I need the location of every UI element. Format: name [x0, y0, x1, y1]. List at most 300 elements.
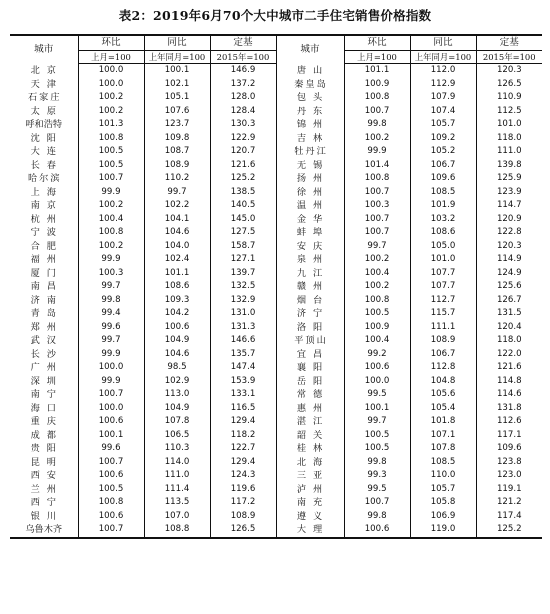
yoy-left-cell: 102.4: [144, 253, 210, 267]
yoy-right-cell: 108.9: [410, 334, 476, 348]
base-left-cell: 128.4: [210, 105, 276, 119]
city-right-cell: 锦州: [276, 118, 344, 132]
city-right-cell: 金华: [276, 213, 344, 227]
header-mom-left: 环比: [78, 35, 144, 51]
yoy-right-cell: 109.6: [410, 172, 476, 186]
city-left-cell: 海口: [10, 402, 78, 416]
city-right-cell: 扬州: [276, 172, 344, 186]
base-left-cell: 125.2: [210, 172, 276, 186]
city-right-cell: 三亚: [276, 469, 344, 483]
header-base-right: 定基: [476, 35, 542, 51]
base-right-cell: 121.2: [496, 497, 522, 508]
yoy-right-cell: 107.4: [410, 105, 476, 119]
yoy-right-cell: 104.8: [410, 375, 476, 389]
base-right-cell: 125.2: [476, 523, 542, 538]
yoy-left-cell: 104.2: [144, 307, 210, 321]
base-right-cell: 119.1: [496, 483, 522, 494]
mom-right-cell: 99.5: [344, 388, 410, 402]
base-right-cell: 120.3: [496, 240, 522, 251]
mom-right-cell: 100.2: [344, 280, 410, 294]
city-left-cell: 武汉: [10, 334, 78, 348]
yoy-right-cell: 111.1: [410, 321, 476, 335]
base-left-cell: 120.7: [210, 145, 276, 159]
base-left-cell: 146.9: [210, 64, 276, 78]
table-row: [10, 388, 542, 402]
mom-left-cell: 100.7: [78, 456, 144, 470]
mom-left-cell: 99.6: [78, 442, 144, 456]
base-left-cell: 116.5: [210, 402, 276, 416]
table-row: [10, 199, 542, 213]
yoy-right-cell: 101.9: [410, 199, 476, 213]
base-right-cell: 120.3: [496, 65, 522, 76]
mom-right-cell: 100.4: [344, 334, 410, 348]
city-left-cell: 重庆: [10, 415, 78, 429]
mom-right-cell: 100.6: [344, 523, 410, 538]
yoy-left-cell: 100.6: [144, 321, 210, 335]
city-left-cell: 宁波: [10, 226, 78, 240]
mom-right-cell: 99.5: [344, 483, 410, 497]
base-right-cell: 117.4: [496, 510, 522, 521]
mom-right-cell: 99.8: [344, 510, 410, 524]
yoy-right-cell: 107.1: [410, 429, 476, 443]
base-right-cell: 114.8: [496, 375, 522, 386]
yoy-left-cell: 104.9: [144, 334, 210, 348]
city-left-cell: 广州: [10, 361, 78, 375]
base-left-cell: 129.4: [210, 456, 276, 470]
yoy-left-cell: 99.7: [144, 186, 210, 200]
base-left-cell: 129.4: [210, 415, 276, 429]
city-left-cell: 合肥: [10, 240, 78, 254]
mom-right-cell: 100.4: [344, 267, 410, 281]
mom-right-cell: 100.7: [344, 496, 410, 510]
mom-left-cell: 100.7: [78, 523, 144, 538]
base-right-cell: 131.8: [496, 402, 522, 413]
base-right-cell: 112.5: [496, 105, 522, 116]
base-left-cell: 108.9: [210, 510, 276, 524]
yoy-left-cell: 102.1: [144, 78, 210, 92]
yoy-left-cell: 98.5: [144, 361, 210, 375]
base-left-cell: 135.7: [210, 348, 276, 362]
mom-left-cell: 100.5: [78, 483, 144, 497]
city-left-cell: 杭州: [10, 213, 78, 227]
mom-left-cell: 100.0: [78, 64, 144, 78]
table-row: [10, 415, 542, 429]
yoy-right-cell: 107.8: [410, 442, 476, 456]
yoy-left-cell: 104.1: [144, 213, 210, 227]
mom-right-cell: 101.1: [344, 64, 410, 78]
base-left-cell: 117.2: [210, 496, 276, 510]
mom-right-cell: 100.2: [344, 253, 410, 267]
yoy-left-cell: 111.0: [144, 469, 210, 483]
yoy-left-cell: 108.9: [144, 159, 210, 173]
city-right-cell: 大理: [276, 523, 344, 538]
yoy-left-cell: 102.2: [144, 199, 210, 213]
city-left-cell: 乌鲁木齐: [10, 523, 78, 538]
mom-left-cell: 100.8: [78, 132, 144, 146]
city-left-cell: 青岛: [10, 307, 78, 321]
yoy-right-cell: 115.7: [410, 307, 476, 321]
city-right-cell: 包头: [276, 91, 344, 105]
mom-left-cell: 100.2: [78, 91, 144, 105]
city-left-cell: 沈阳: [10, 132, 78, 146]
table-row: [10, 442, 542, 456]
base-left-cell: 140.5: [210, 199, 276, 213]
yoy-left-cell: 102.9: [144, 375, 210, 389]
header-yoy-right: 同比: [410, 35, 476, 51]
yoy-left-cell: 111.4: [144, 483, 210, 497]
city-right-cell: 唐山: [276, 64, 344, 78]
yoy-right-cell: 112.7: [410, 294, 476, 308]
mom-right-cell: 100.9: [344, 78, 410, 92]
yoy-left-cell: 114.0: [144, 456, 210, 470]
mom-left-cell: 100.2: [78, 199, 144, 213]
mom-right-cell: 100.0: [344, 375, 410, 389]
city-left-cell: 兰州: [10, 483, 78, 497]
yoy-right-cell: 106.7: [410, 348, 476, 362]
base-left-cell: 124.3: [210, 469, 276, 483]
table-row: [10, 483, 542, 497]
table-row: [10, 91, 542, 105]
mom-left-cell: 101.3: [78, 118, 144, 132]
yoy-left-cell: 110.2: [144, 172, 210, 186]
base-left-cell: 131.3: [210, 321, 276, 335]
mom-left-cell: 99.6: [78, 321, 144, 335]
yoy-right-cell: 119.0: [410, 523, 476, 538]
header-mom-right: 环比: [344, 35, 410, 51]
base-right-cell: 109.6: [496, 443, 522, 454]
mom-left-cell: 100.7: [78, 388, 144, 402]
base-left-cell: 119.6: [210, 483, 276, 497]
mom-right-cell: 99.8: [344, 456, 410, 470]
mom-right-cell: 99.2: [344, 348, 410, 362]
base-left-cell: 122.9: [210, 132, 276, 146]
table-row: [10, 226, 542, 240]
city-left-cell: 石家庄: [10, 91, 78, 105]
city-left-cell: 太原: [10, 105, 78, 119]
yoy-left-cell: 100.1: [144, 64, 210, 78]
yoy-left-cell: 108.6: [144, 280, 210, 294]
base-left-cell: 147.4: [210, 361, 276, 375]
yoy-right-cell: 112.9: [410, 78, 476, 92]
city-right-cell: 秦皇岛: [276, 78, 344, 92]
yoy-right-cell: 103.2: [410, 213, 476, 227]
base-right-cell: 120.4: [496, 321, 522, 332]
mom-right-cell: 100.5: [344, 307, 410, 321]
mom-left-cell: 100.1: [78, 429, 144, 443]
mom-left-cell: 100.6: [78, 510, 144, 524]
city-left-cell: 北京: [10, 64, 78, 78]
yoy-right-cell: 107.7: [410, 267, 476, 281]
yoy-right-cell: 108.6: [410, 226, 476, 240]
table-row: [10, 64, 542, 78]
table-row: [10, 496, 542, 510]
yoy-right-cell: 112.8: [410, 361, 476, 375]
city-left-cell: 南宁: [10, 388, 78, 402]
table-row: [10, 172, 542, 186]
mom-right-cell: 101.4: [344, 159, 410, 173]
mom-right-cell: 100.9: [344, 321, 410, 335]
base-right-cell: 122.0: [496, 348, 522, 359]
city-left-cell: 长春: [10, 159, 78, 173]
yoy-right-cell: 105.4: [410, 402, 476, 416]
base-left-cell: 118.2: [210, 429, 276, 443]
city-left-cell: 南昌: [10, 280, 78, 294]
table-row: [10, 334, 542, 348]
subheader-yoy-left: 上年同月=100: [144, 51, 210, 64]
city-left-cell: 成都: [10, 429, 78, 443]
city-left-cell: 银川: [10, 510, 78, 524]
base-left-cell: 146.6: [210, 334, 276, 348]
yoy-left-cell: 104.6: [144, 226, 210, 240]
city-right-cell: 济宁: [276, 307, 344, 321]
mom-right-cell: 100.8: [344, 172, 410, 186]
mom-left-cell: 99.4: [78, 307, 144, 321]
base-left-cell: 131.0: [210, 307, 276, 321]
yoy-left-cell: 107.6: [144, 105, 210, 119]
price-index-table: [10, 34, 542, 539]
base-right-cell: 122.8: [496, 227, 522, 238]
city-right-cell: 泸州: [276, 483, 344, 497]
mom-right-cell: 99.9: [344, 145, 410, 159]
city-right-cell: 岳阳: [276, 375, 344, 389]
yoy-right-cell: 107.9: [410, 91, 476, 105]
city-right-cell: 湛江: [276, 415, 344, 429]
base-right-cell: 121.6: [496, 362, 522, 373]
header-city-left: 城市: [10, 35, 78, 64]
yoy-left-cell: 123.7: [144, 118, 210, 132]
base-right-cell: 139.8: [496, 159, 522, 170]
yoy-right-cell: 105.2: [410, 145, 476, 159]
base-left-cell: 133.1: [210, 388, 276, 402]
city-left-cell: 贵阳: [10, 442, 78, 456]
table-row: [10, 523, 542, 538]
base-right-cell: 123.0: [496, 470, 522, 481]
table-row: [10, 294, 542, 308]
yoy-right-cell: 105.7: [410, 483, 476, 497]
yoy-left-cell: 109.3: [144, 294, 210, 308]
city-right-cell: 牡丹江: [276, 145, 344, 159]
mom-right-cell: 99.3: [344, 469, 410, 483]
mom-left-cell: 100.0: [78, 78, 144, 92]
yoy-right-cell: 110.0: [410, 469, 476, 483]
table-row: [10, 159, 542, 173]
base-left-cell: 130.3: [210, 118, 276, 132]
mom-right-cell: 100.8: [344, 91, 410, 105]
mom-right-cell: 100.5: [344, 442, 410, 456]
city-right-cell: 丹东: [276, 105, 344, 119]
city-left-cell: 济南: [10, 294, 78, 308]
table-row: [10, 267, 542, 281]
table-row: [10, 348, 542, 362]
yoy-right-cell: 106.9: [410, 510, 476, 524]
base-right-cell: 114.7: [496, 200, 522, 211]
mom-left-cell: 99.8: [78, 294, 144, 308]
table-row: [10, 145, 542, 159]
yoy-left-cell: 107.0: [144, 510, 210, 524]
table-row: [10, 280, 542, 294]
yoy-left-cell: 101.1: [144, 267, 210, 281]
base-left-cell: 122.7: [210, 442, 276, 456]
yoy-left-cell: 110.3: [144, 442, 210, 456]
base-right-cell: 123.9: [496, 186, 522, 197]
yoy-right-cell: 112.0: [410, 64, 476, 78]
base-right-cell: 112.6: [496, 416, 522, 427]
yoy-right-cell: 101.8: [410, 415, 476, 429]
header-base-left: 定基: [210, 35, 276, 51]
base-left-cell: 153.9: [210, 375, 276, 389]
subheader-mom-right: 上月=100: [344, 51, 410, 64]
table-row: [10, 361, 542, 375]
city-left-cell: 呼和浩特: [10, 118, 78, 132]
mom-left-cell: 100.5: [78, 159, 144, 173]
base-left-cell: 158.7: [210, 240, 276, 254]
mom-left-cell: 100.2: [78, 240, 144, 254]
table-row: [10, 240, 542, 254]
mom-right-cell: 100.3: [344, 199, 410, 213]
city-right-cell: 温州: [276, 199, 344, 213]
city-right-cell: 桂林: [276, 442, 344, 456]
yoy-left-cell: 108.7: [144, 145, 210, 159]
city-right-cell: 泉州: [276, 253, 344, 267]
city-left-cell: 昆明: [10, 456, 78, 470]
base-right-cell: 125.9: [496, 173, 522, 184]
city-right-cell: 惠州: [276, 402, 344, 416]
table-row: [10, 253, 542, 267]
yoy-left-cell: 104.9: [144, 402, 210, 416]
yoy-left-cell: 107.8: [144, 415, 210, 429]
mom-right-cell: 100.2: [344, 132, 410, 146]
yoy-left-cell: 104.0: [144, 240, 210, 254]
mom-left-cell: 99.9: [78, 253, 144, 267]
city-right-cell: 蚌埠: [276, 226, 344, 240]
mom-left-cell: 100.5: [78, 145, 144, 159]
city-right-cell: 宜昌: [276, 348, 344, 362]
subheader-mom-left: 上月=100: [78, 51, 144, 64]
table-row: [10, 78, 542, 92]
city-right-cell: 韶关: [276, 429, 344, 443]
city-right-cell: 襄阳: [276, 361, 344, 375]
mom-left-cell: 100.7: [78, 172, 144, 186]
mom-left-cell: 99.7: [78, 280, 144, 294]
city-left-cell: 上海: [10, 186, 78, 200]
mom-left-cell: 99.9: [78, 348, 144, 362]
table-row: [10, 132, 542, 146]
base-right-cell: 123.8: [496, 456, 522, 467]
base-right-cell: 126.7: [496, 294, 522, 305]
mom-right-cell: 99.7: [344, 240, 410, 254]
yoy-left-cell: 106.5: [144, 429, 210, 443]
mom-left-cell: 100.6: [78, 469, 144, 483]
city-left-cell: 西宁: [10, 496, 78, 510]
mom-left-cell: 99.7: [78, 334, 144, 348]
city-right-cell: 南充: [276, 496, 344, 510]
table-row: [10, 307, 542, 321]
city-right-cell: 遵义: [276, 510, 344, 524]
yoy-right-cell: 108.5: [410, 186, 476, 200]
table-row: [10, 186, 542, 200]
base-right-cell: 126.5: [496, 78, 522, 89]
city-right-cell: 徐州: [276, 186, 344, 200]
mom-right-cell: 100.5: [344, 429, 410, 443]
yoy-right-cell: 109.2: [410, 132, 476, 146]
city-left-cell: 西安: [10, 469, 78, 483]
base-left-cell: 145.0: [210, 213, 276, 227]
mom-left-cell: 99.9: [78, 375, 144, 389]
yoy-left-cell: 113.0: [144, 388, 210, 402]
city-right-cell: 平顶山: [276, 334, 344, 348]
mom-left-cell: 100.8: [78, 226, 144, 240]
base-left-cell: 127.5: [210, 226, 276, 240]
city-left-cell: 长沙: [10, 348, 78, 362]
base-left-cell: 128.0: [210, 91, 276, 105]
base-right-cell: 101.0: [496, 119, 522, 130]
base-right-cell: 111.0: [496, 146, 522, 157]
table-row: [10, 375, 542, 389]
header-city-right: 城市: [276, 35, 344, 64]
yoy-right-cell: 107.7: [410, 280, 476, 294]
mom-left-cell: 100.8: [78, 496, 144, 510]
city-right-cell: 洛阳: [276, 321, 344, 335]
yoy-right-cell: 106.7: [410, 159, 476, 173]
table-row: [10, 213, 542, 227]
city-left-cell: 哈尔滨: [10, 172, 78, 186]
mom-right-cell: 100.7: [344, 105, 410, 119]
header-yoy-left: 同比: [144, 35, 210, 51]
mom-left-cell: 100.3: [78, 267, 144, 281]
base-right-cell: 124.9: [496, 267, 522, 278]
table-row: [10, 321, 542, 335]
city-left-cell: 天津: [10, 78, 78, 92]
base-left-cell: 127.1: [210, 253, 276, 267]
base-left-cell: 139.7: [210, 267, 276, 281]
city-left-cell: 福州: [10, 253, 78, 267]
yoy-right-cell: 105.0: [410, 240, 476, 254]
city-left-cell: 南京: [10, 199, 78, 213]
mom-right-cell: 99.7: [344, 415, 410, 429]
mom-left-cell: 100.4: [78, 213, 144, 227]
mom-left-cell: 100.0: [78, 361, 144, 375]
base-left-cell: 126.5: [210, 523, 276, 538]
city-left-cell: 厦门: [10, 267, 78, 281]
city-right-cell: 常德: [276, 388, 344, 402]
table-row: [10, 105, 542, 119]
base-right-cell: 117.1: [496, 429, 522, 440]
city-left-cell: 郑州: [10, 321, 78, 335]
yoy-right-cell: 101.0: [410, 253, 476, 267]
yoy-left-cell: 105.1: [144, 91, 210, 105]
subheader-yoy-right: 上年同月=100: [410, 51, 476, 64]
city-right-cell: 赣州: [276, 280, 344, 294]
base-left-cell: 121.6: [210, 159, 276, 173]
city-left-cell: 大连: [10, 145, 78, 159]
yoy-right-cell: 105.7: [410, 118, 476, 132]
table-row: [10, 469, 542, 483]
city-right-cell: 烟台: [276, 294, 344, 308]
base-right-cell: 118.0: [496, 335, 522, 346]
mom-left-cell: 100.0: [78, 402, 144, 416]
base-right-cell: 118.0: [496, 132, 522, 143]
table-row: [10, 429, 542, 443]
city-right-cell: 北海: [276, 456, 344, 470]
base-right-cell: 114.9: [496, 254, 522, 265]
yoy-right-cell: 108.5: [410, 456, 476, 470]
table-row: [10, 118, 542, 132]
table-row: [10, 510, 542, 524]
yoy-left-cell: 113.5: [144, 496, 210, 510]
mom-right-cell: 100.6: [344, 361, 410, 375]
yoy-left-cell: 104.6: [144, 348, 210, 362]
base-right-cell: 125.6: [496, 281, 522, 292]
